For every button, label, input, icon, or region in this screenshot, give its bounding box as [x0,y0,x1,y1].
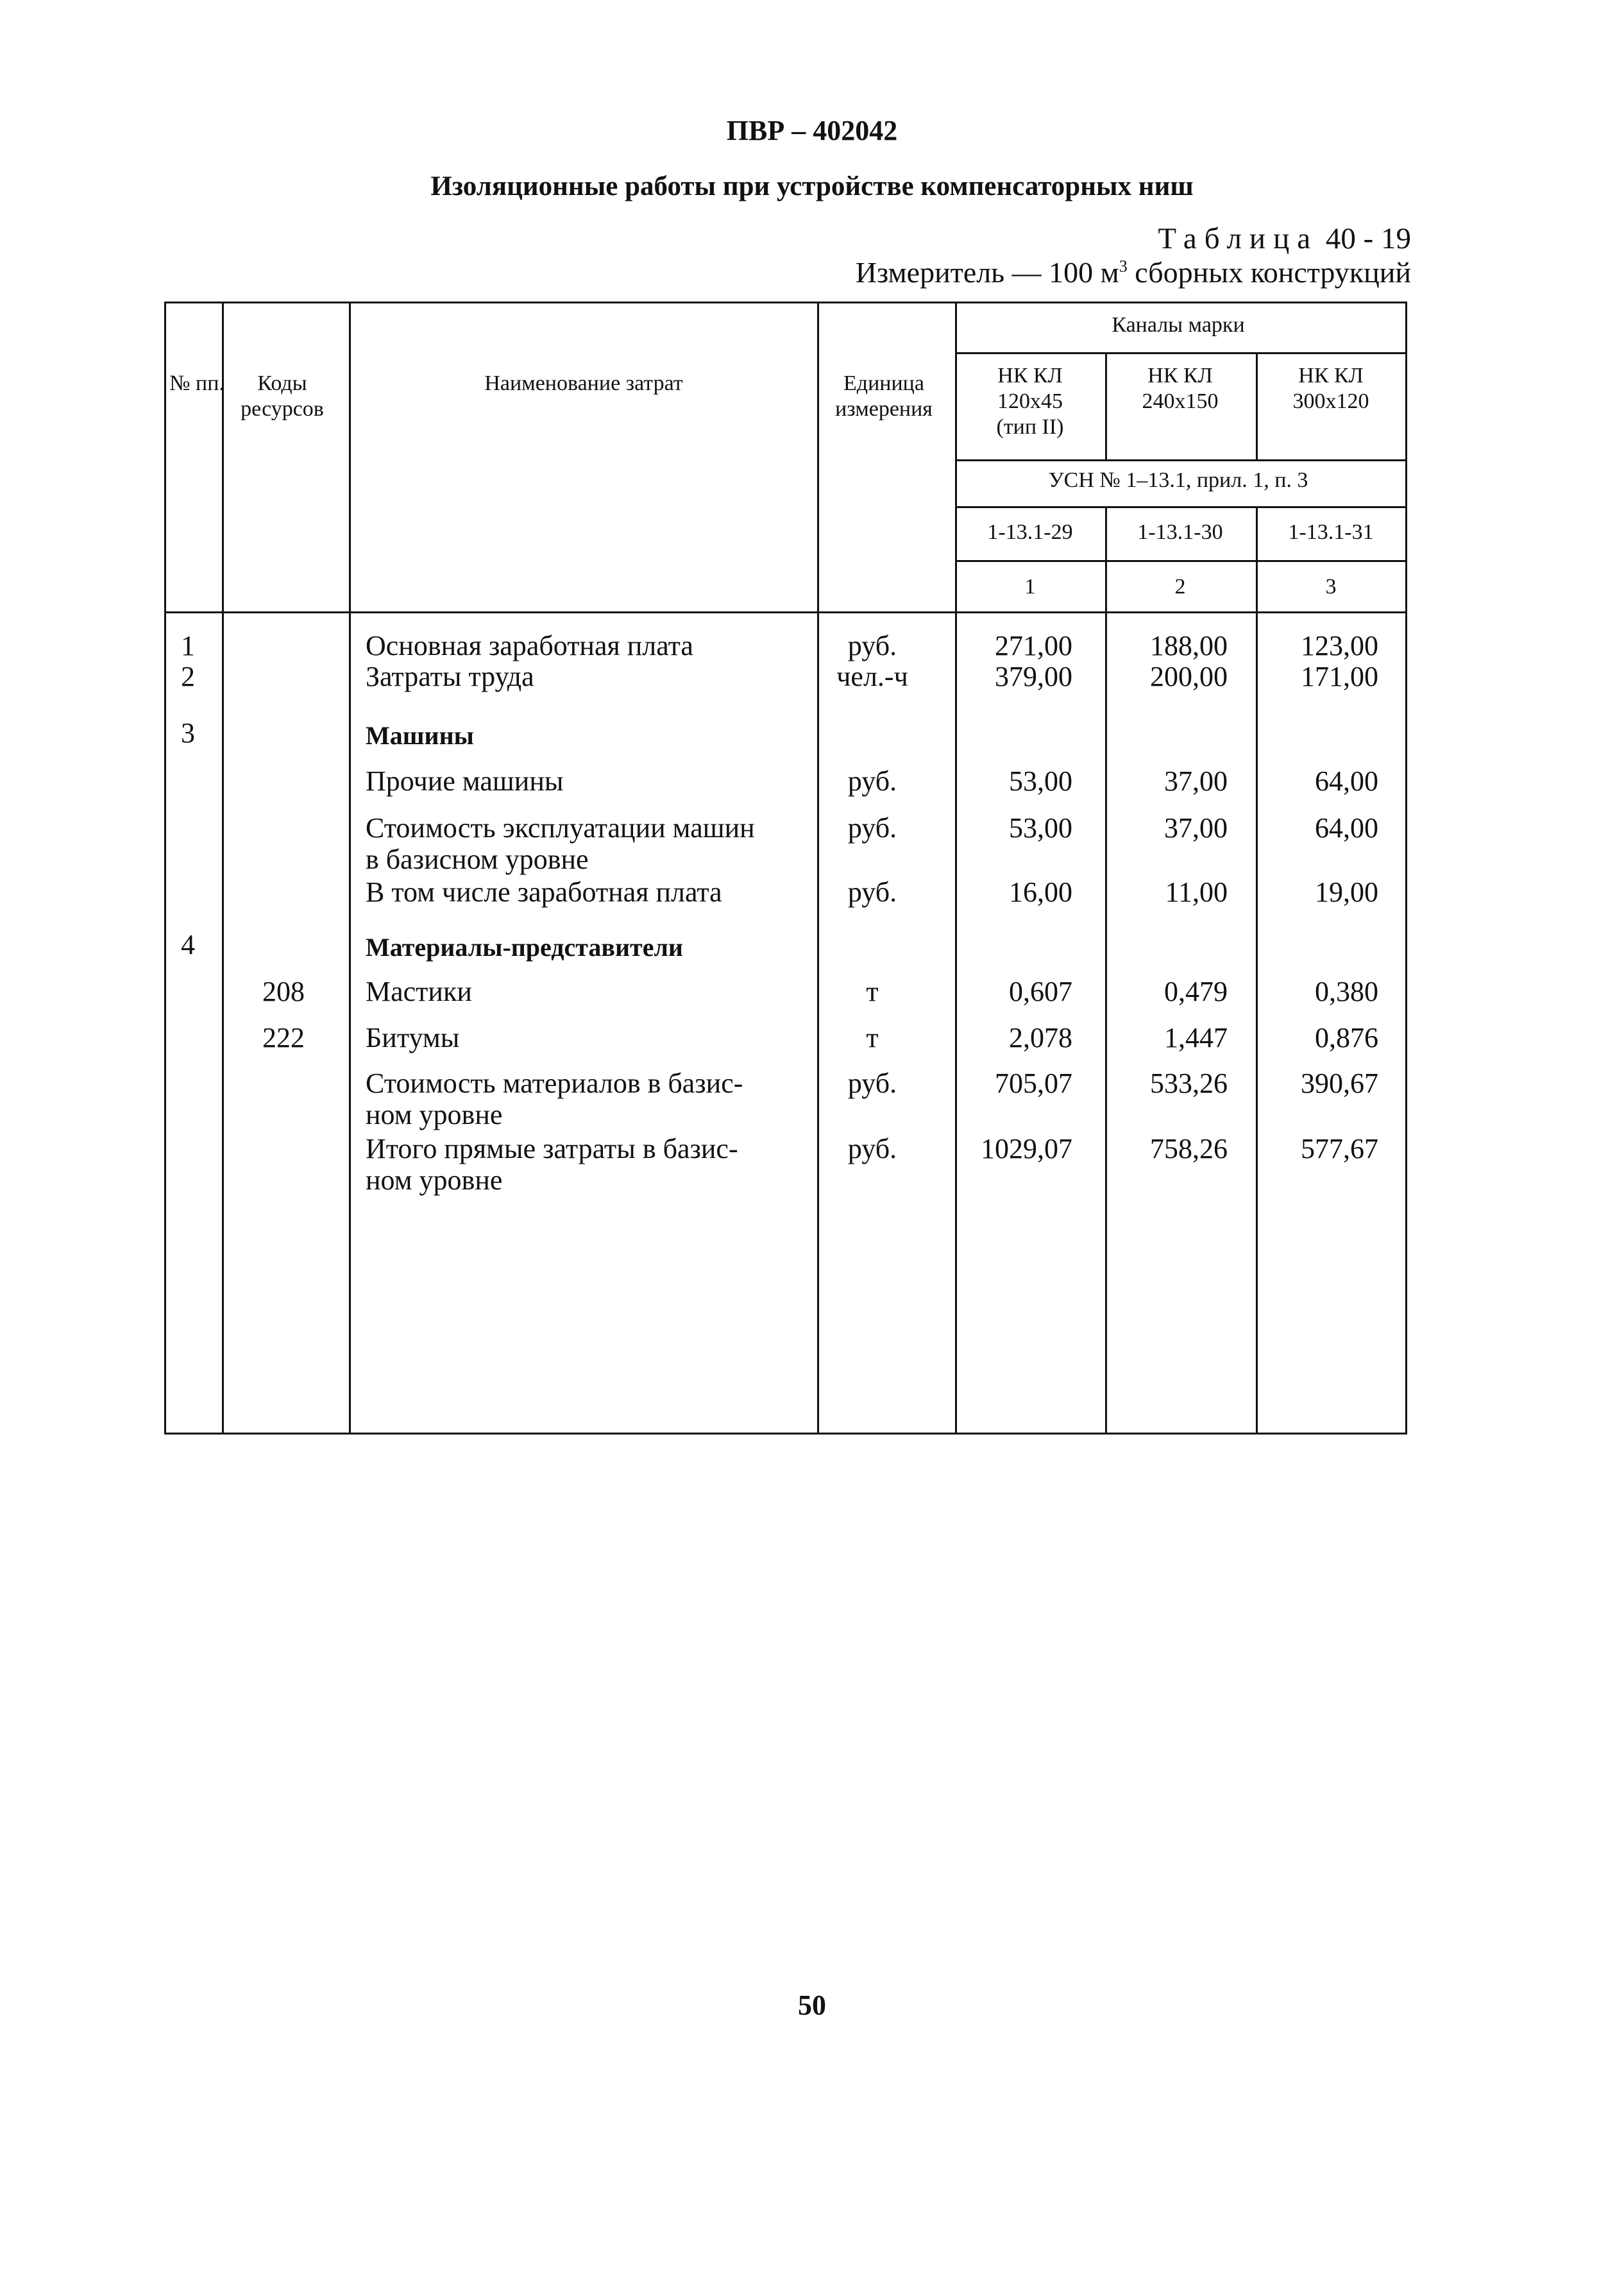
col-header-num: № пп. [169,371,224,395]
value-channel-3: 123,00 [1301,630,1378,661]
value-channel-2: 1,447 [1164,1022,1228,1053]
value-channel-2: 0,479 [1164,976,1228,1007]
channel-2-name: НК КЛ [1147,364,1213,387]
value-channel-1: 16,00 [1009,876,1072,908]
grid-line [349,303,351,1433]
value-channel-2: 37,00 [1164,765,1228,797]
cost-name [366,720,474,751]
row-number: 2 [181,661,195,692]
cost-name [366,661,534,692]
grid-line [222,303,224,1433]
unit-of-measure: руб. [847,876,897,908]
grid-line [166,611,1405,613]
table-label: Таблица [1158,222,1319,255]
value-channel-3: 64,00 [1315,765,1378,797]
unit-of-measure: руб. [847,812,897,844]
value-channel-1: 2,078 [1009,1022,1072,1053]
value-channel-2: 188,00 [1150,630,1228,661]
column-index-3: 3 [1325,575,1337,599]
value-channel-1: 705,07 [995,1068,1072,1099]
rate-code-2: 1-13.1-30 [1137,520,1223,544]
value-channel-1: 53,00 [1009,812,1072,844]
value-channel-3: 0,380 [1315,976,1378,1007]
col-header-name: Наименование затрат [484,371,683,395]
column-index-2: 2 [1174,575,1186,599]
cost-name-line: ном уровне [366,1099,503,1130]
col-header-codes: Коды ресурсов [241,371,324,421]
cost-name [366,876,722,908]
cost-name [366,812,755,875]
column-index-1: 1 [1024,575,1036,599]
grid-line [955,506,1405,508]
cost-name-line: Материалы-представители [366,933,683,962]
rate-code-3: 1-13.1-31 [1288,520,1374,544]
cost-name-line: Стоимость эксплуатации машин [366,812,755,844]
value-channel-3: 171,00 [1301,661,1378,692]
value-channel-2: 11,00 [1165,876,1228,908]
resource-code: 208 [262,976,305,1007]
unit-superscript: 3 [1119,257,1128,276]
unit-of-measure: т [866,1022,879,1053]
document-title: Изоляционные работы при устройстве компенсаторных ниш [430,171,1194,201]
channel-3-name: НК КЛ [1298,364,1364,387]
cost-name [366,1068,743,1130]
cost-name [366,976,472,1007]
cost-name-line: Битумы [366,1022,460,1053]
col-group-header: Каналы марки [1112,313,1245,337]
channel-1-type: (тип II) [996,415,1064,439]
channel-1-header [956,363,1104,440]
value-channel-2: 37,00 [1164,812,1228,844]
resource-code: 222 [262,1022,305,1053]
value-channel-2: 200,00 [1150,661,1228,692]
document-code: ПВР – 402042 [726,115,898,146]
channel-2-header [1106,363,1255,414]
cost-name-line: Основная заработная плата [366,630,693,661]
table-number: 40 - 19 [1325,222,1411,255]
value-channel-1: 271,00 [995,630,1072,661]
measurement-unit-line [856,255,1411,289]
channel-1-size: 120х45 [997,389,1063,413]
grid-line [955,459,1405,461]
value-channel-3: 19,00 [1315,876,1378,908]
unit-suffix: сборных конструкций [1127,256,1411,289]
cost-name-line: В том числе заработная плата [366,876,722,908]
row-number: 4 [181,929,195,960]
cost-name-line: в базисном уровне [366,844,589,875]
unit-of-measure: т [866,976,879,1007]
value-channel-3: 0,876 [1315,1022,1378,1053]
unit-of-measure: руб. [847,630,897,661]
col-header-unit: Единица измерения [835,371,933,421]
cost-name-line: ном уровне [366,1164,503,1196]
value-channel-3: 577,67 [1301,1133,1378,1164]
page-number: 50 [798,1989,826,2021]
unit-of-measure: руб. [847,1133,897,1164]
cost-name-line: Прочие машины [366,765,564,797]
channel-3-header [1256,363,1405,414]
value-channel-3: 390,67 [1301,1068,1378,1099]
row-number: 1 [181,630,195,661]
unit-of-measure: руб. [847,1068,897,1099]
cost-name [366,630,693,661]
grid-line [817,303,819,1433]
rate-code-1: 1-13.1-29 [987,520,1073,544]
source-reference: УСН № 1–13.1, прил. 1, п. 3 [1048,468,1308,492]
table-number-line [1158,221,1411,256]
value-channel-2: 533,26 [1150,1068,1228,1099]
cost-name [366,1022,459,1053]
value-channel-3: 64,00 [1315,812,1378,844]
value-channel-1: 1029,07 [981,1133,1072,1164]
cost-name-line: Мастики [366,976,472,1007]
cost-name [366,932,683,963]
value-channel-1: 53,00 [1009,765,1072,797]
grid-line [955,560,1405,562]
unit-prefix: Измеритель — 100 м [855,256,1119,289]
unit-of-measure: чел.-ч [836,661,908,692]
cost-name [366,1133,738,1196]
cost-name-line: Итого прямые затраты в базис- [366,1133,738,1164]
cost-name [366,765,563,797]
channel-1-name: НК КЛ [997,364,1063,387]
channel-2-size: 240х150 [1142,389,1219,413]
row-number: 3 [181,717,195,749]
cost-name-line: Машины [366,721,474,750]
value-channel-1: 379,00 [995,661,1072,692]
channel-3-size: 300х120 [1292,389,1369,413]
value-channel-1: 0,607 [1009,976,1072,1007]
unit-of-measure: руб. [847,765,897,797]
cost-name-line: Затраты труда [366,661,534,692]
grid-line [955,352,1405,354]
cost-name-line: Стоимость материалов в базис- [366,1068,743,1099]
value-channel-2: 758,26 [1150,1133,1228,1164]
